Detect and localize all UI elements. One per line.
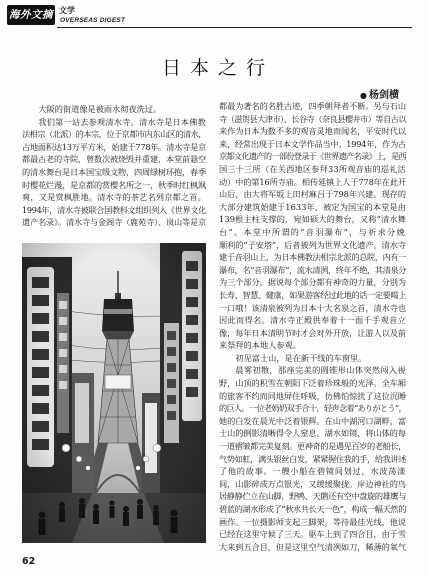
- body-text-line: 野，山顶的积雪在朝阳下泛着珍珠般的光泽。全车厢: [219, 378, 406, 389]
- body-text-line: 建于音羽山上，为日本佛教法相宗北派的总院，内有一: [219, 252, 406, 263]
- body-text-line: 爽，又是赏枫胜地。清水寺的茶艺名列京都之首。: [22, 192, 206, 203]
- body-text-line: 来祭拜的本地人参观。: [219, 340, 301, 351]
- body-text-line: 我们第一站去参观清水寺。清水寺是日本佛教: [38, 116, 206, 127]
- body-text-line: 动）中的第16所寺庙。相传延镇上人于778年在此开: [219, 176, 406, 187]
- author-name: 杨剑横: [369, 90, 399, 101]
- body-text-line: 初见富士山，是在新干线的车窗里。: [235, 352, 367, 363]
- body-text-line: 大阪的街道像是被雨水彻夜洗过。: [38, 104, 162, 114]
- paragraph: [22, 116, 206, 229]
- body-text-line: 像，每年日本清明节时才会对外开放，让游人以及前: [219, 327, 406, 338]
- body-text-line: 京都文化遗产的一部份登录于《世界遗产名录》上，是西: [219, 151, 406, 162]
- body-text-line: 长寿、智慧、健康，如果游客经过此地的话一定要喝上: [219, 289, 406, 300]
- masthead-logo: 海外文摘: [7, 5, 55, 25]
- body-text-line: 因此而得名。清水寺正殿供奉着十一面千手观音立: [219, 315, 406, 326]
- body-text-line: 士山的倒影清晰得令人窒息。湖水如镜，将山体的每: [219, 428, 406, 439]
- body-text-line: 国三十三所（在关西地区参拜33所观音庙的巡礼活: [219, 163, 406, 174]
- body-text-line: 寺（滋贺县大津市）、长谷寺（奈良县樱井市）等自古以: [219, 113, 406, 124]
- body-text-line: 来作为日本为数不多的观音灵地而闻名，平安时代以: [219, 126, 406, 137]
- body-text-line: 瀑布，名“音羽瀑布”，流水清洌，终年不绝，其清泉分: [219, 264, 406, 275]
- body-text-line: 山后，由大将军坂上田村麻吕于798年兴建。现存的: [219, 189, 406, 200]
- body-text-line: 晨雾初散，那座完美的圆锥形山体突然闯入视: [235, 365, 406, 376]
- body-text-line: 大来到五合目，但是这里空气清冽如刀，稀薄的氧气: [219, 541, 406, 552]
- article-title: 日本之行: [161, 57, 274, 79]
- body-text-line: 画作。一位摄影师支起三脚架，等待最佳光线，他说: [219, 516, 406, 527]
- body-text-line: 已经在这里守候了三天。驱车上到了四合目，由于雪: [219, 529, 406, 540]
- body-text-line: 大部分建筑始建于1633年，被定为国宝的本堂是由: [219, 201, 406, 212]
- body-text-line: 一道褶皱都完美复刻。更神奇的是遇见百岁的老船长，: [219, 441, 406, 452]
- body-text-line: 间，山影碎成万点银光，又缓缓聚拢。岸边神社的鸟: [219, 478, 406, 489]
- body-text-line: 占地面积达13万平方米，始建于778年。清水寺是京: [22, 141, 206, 152]
- body-text-line: 139根主柱支撑的，宛如硕大的舞台，又称“清水舞: [219, 214, 406, 225]
- body-text-line: 的清水舞台是日本国宝级文物，四周绿树环抱，春季: [22, 166, 206, 177]
- byline-bullet-icon: ●: [360, 91, 367, 100]
- paragraph: [219, 100, 406, 352]
- body-text-line: 居静静伫立在山脚，野鸭、天鹅还有空中盘旋的雄鹰与: [219, 491, 406, 502]
- page-number: 62: [22, 556, 36, 567]
- body-text-line: 1994年，清水寺被联合国教科文组织列入《世界文化: [22, 204, 206, 215]
- body-text-line: 她的白发在晨光中泛着银辉。在山中湖河口湖畔，富: [219, 415, 406, 426]
- body-text-line: 法相宗（北派）的本宗，位于京都市内东山区的清水，: [22, 129, 206, 140]
- body-text-line: 了他的故事。一艘小船在碧镜间划过，水波荡漾: [219, 466, 406, 477]
- body-text-line: 遗产名录》。清水寺与金阁寺（鹿苑寺）、岚山等是京: [22, 217, 206, 228]
- masthead-subtitle: OVERSEAS DIGEST: [60, 17, 126, 24]
- body-text-line: 时樱花烂漫，是京都的赏樱名所之一，秋季时红枫飒: [22, 179, 206, 190]
- body-text-line: 气势如虹，满头银丝白发，紧紧握住我的手，给我讲述: [219, 453, 406, 464]
- section-label: 文学: [59, 6, 75, 15]
- body-text-line: 的旅客不约而同地屏住呼吸，仿佛怕惊扰了这位沉睡: [219, 390, 406, 401]
- paragraph: [22, 103, 206, 116]
- paragraph: [219, 352, 406, 365]
- left-text-column: [22, 103, 206, 229]
- body-text-line: 的巨人。一位老奶奶双手合十，轻声念着“ありがとう”，: [219, 403, 406, 414]
- body-text-line: 一口哦！该清泉被列为日本十大名泉之首，清水寺也: [219, 302, 406, 313]
- right-text-column: [219, 100, 406, 553]
- body-text-line: 台”。本堂中所谓的“音羽瀑布”，与祈求分娩: [219, 226, 406, 237]
- street-photo: [22, 243, 206, 543]
- body-text-line: 碧蓝的湖水形成了“秋水共长天一色”，构成一幅天然的: [219, 504, 406, 514]
- body-text-line: 来，经常出现于日本文学作品当中。1994年，作为古: [219, 138, 406, 149]
- body-text-line: 都最古老的寺院，曾数次被烧毁并重建，本堂前悬空: [22, 154, 206, 165]
- paragraph: [219, 364, 406, 553]
- masthead-rule: [57, 27, 412, 28]
- body-text-line: 为三个部分，据说每个部分都有神奇的力量，分别为: [219, 277, 406, 288]
- body-text-line: 都最为著名的名胜古迹，四季朝拜者不断。另与石山: [219, 101, 406, 111]
- body-text-line: 顺利的“子安塔”，后者被列为世界文化遗产。清水寺: [219, 239, 406, 250]
